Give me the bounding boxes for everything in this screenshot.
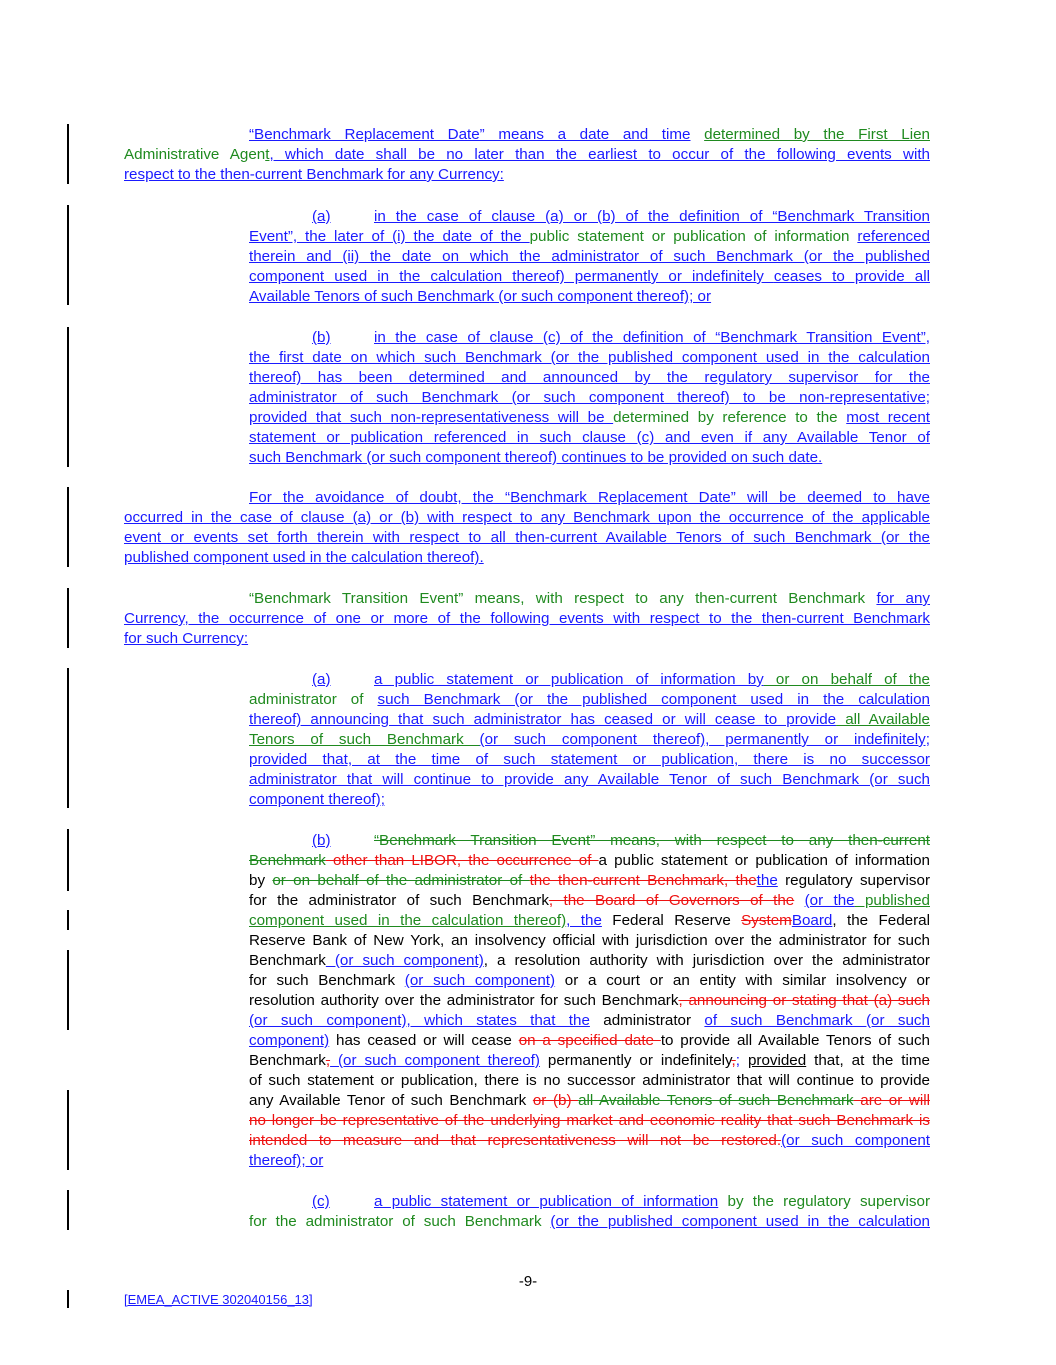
clause-label: (a) [312, 208, 331, 225]
change-bar [67, 124, 69, 184]
clause-label: (c) [312, 1193, 330, 1210]
change-bar [67, 205, 69, 305]
clause-a-transition-event: (a) a public statement or publication of information by or on behalf of the administrator of such Benchmark (or the published component used in the calculation thereof) announcing that such administrator has ceased or will cease to provide all Available Tenors of such Benchmark (or such component thereof), permanently or indefinitely; provided that, at the time of such statement or publication, there is no successor administrator that will continue to provide any Available Tenor of such Benchmark (or such component thereof); [249, 671, 930, 808]
change-bar [67, 668, 69, 808]
clause-c-transition-event: (c) a public statement or publication of information by the regulatory supervisor for the administrator of such Benchmark (or the published component used in the calculation [249, 1193, 930, 1230]
clause-label: (b) [312, 832, 331, 849]
change-bar [67, 1090, 69, 1170]
change-bar [67, 487, 69, 567]
change-bar [67, 950, 69, 1030]
clause-b-replacement-date: (b) in the case of clause (c) of the definition of “Benchmark Transition Event”, the first date on which such Benchmark (or the published component used in the calculation thereof) has been determined and announced by the regulatory supervisor for the administrator of such Benchmark (or such component thereof) to be non-representative; provided that such non-representativeness will be determined by reference to the most recent statement or publication referenced in such clause (c) and even if any Available Tenor of such Benchmark (or such component thereof) continues to be provided on such date. [249, 329, 930, 466]
clause-a-replacement-date: (a) in the case of clause (a) or (b) of the definition of “Benchmark Transition Event”, the later of (i) the date of the public statement or publication of information referenced therein and (ii) the date on which the administrator of such Benchmark (or the published component used in the calculation thereof) permanently or indefinitely ceases to provide all Available Tenors of such Benchmark (or such component thereof); or [249, 208, 930, 305]
change-bar [67, 1290, 69, 1308]
clause-b-transition-event: (b) “Benchmark Transition Event” means, with respect to any then-current Benchmark other than LIBOR, the occurrence of a public statement or publication of information by or on behalf of the administrator of the then-current Benchmark, thethe regulatory supervisor for the administrator of such Benchmark, the Board of Governors of the (or the published component used in the calculation thereof), the Federal Reserve SystemBoard, the Federal Reserve Bank of New York, an insolvency official with jurisdiction over the administrator for such Benchmark (or such component), a resolution authority with jurisdiction over the administrator for such Benchmark (or such component) or a court or an entity with similar insolvency or resolution authority over the administrator for such Benchmark, announcing or stating that (a) such (or such component), which states that the administrator of such Benchmark (or such component) has ceased or will cease on a specified date to provide all Available Tenors of such Benchmark, (or such component thereof) permanently or indefinitely,; provided that, at the time of such statement or publication, there is no successor administrator that will continue to provide any Available Tenor of such Benchmark or (b) all Available Tenors of such Benchmark are or will no longer be representative of the underlying market and economic reality that such Benchmark is intended to measure and that representativeness will not be restored.(or such component thereof); or [249, 832, 930, 1169]
benchmark-replacement-date-definition: “Benchmark Replacement Date” means a date and time determined by the First Lien Administrative Agent, which date shall be no later than the earliest to occur of the following events with respect to the then-current Benchmark for any Currency: [124, 126, 930, 183]
change-bar [67, 327, 69, 467]
change-bar [67, 829, 69, 891]
benchmark-transition-event-definition: “Benchmark Transition Event” means, with respect to any then-current Benchmark for any Currency, the occurrence of one or more of the following events with respect to the then-current Benchmark for such Currency: [124, 590, 930, 647]
change-bar [67, 910, 69, 930]
clause-label: (b) [312, 329, 331, 346]
change-bar [67, 588, 69, 648]
change-bar [67, 1190, 69, 1230]
document-reference: [EMEA_ACTIVE 302040156_13] [124, 1292, 313, 1307]
clause-label: (a) [312, 671, 331, 688]
avoidance-of-doubt-paragraph: For the avoidance of doubt, the “Benchmark Replacement Date” will be deemed to have occurred in the case of clause (a) or (b) with respect to any Benchmark upon the occurrence of the applicable event or events set forth therein with respect to all then-current Available Tenors of such Benchmark (or the published component used in the calculation thereof). [124, 489, 930, 566]
page-number: -9- [518, 1273, 538, 1290]
